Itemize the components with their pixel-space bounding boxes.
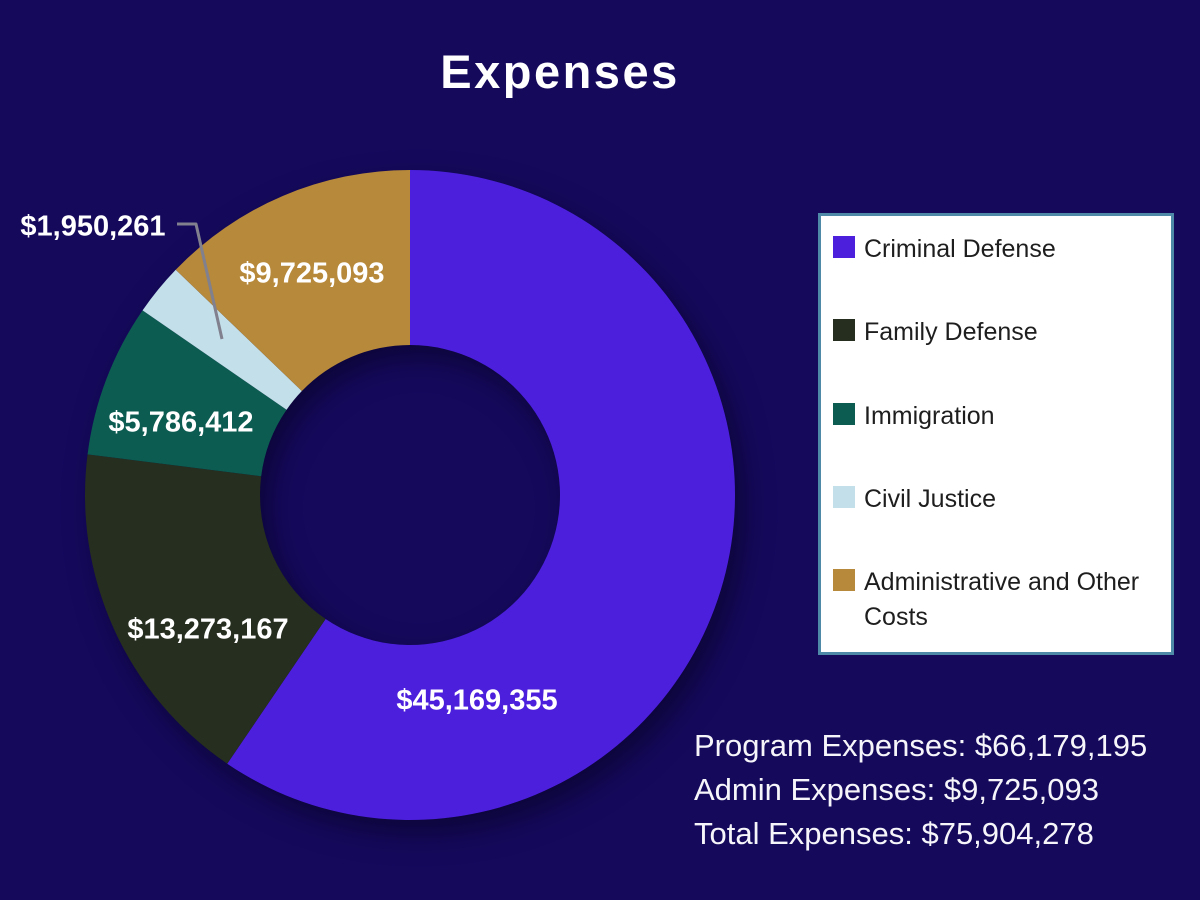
chart-title: Expenses	[440, 45, 680, 98]
legend-label-administrative: Administrative and Other Costs	[864, 568, 1140, 631]
legend-label-civil-justice: Civil Justice	[864, 484, 996, 513]
legend-swatch-immigration	[833, 403, 855, 425]
legend-swatch-administrative	[833, 569, 855, 591]
legend	[818, 213, 1174, 655]
legend-item-administrative	[833, 565, 1161, 634]
slice-label-criminal-defense: $45,169,355	[396, 684, 558, 717]
donut-slices	[85, 170, 735, 820]
slice-label-family-defense: $13,273,167	[127, 613, 289, 646]
slice-label-administrative: $9,725,093	[239, 257, 385, 290]
legend-swatch-criminal-defense	[833, 236, 855, 258]
legend-label-criminal-defense: Criminal Defense	[864, 235, 1056, 263]
summary-program-expenses: Program Expenses: $66,179,195	[694, 728, 1148, 763]
summary-admin-expenses: Admin Expenses: $9,725,093	[694, 772, 1099, 807]
legend-swatch-civil-justice	[833, 486, 855, 508]
legend-item-family-defense	[833, 315, 1161, 350]
legend-item-immigration	[833, 399, 1161, 434]
legend-item-criminal-defense	[833, 232, 1161, 267]
legend-label-immigration: Immigration	[864, 401, 995, 430]
legend-item-civil-justice	[833, 482, 1161, 517]
summary-total-expenses: Total Expenses: $75,904,278	[694, 816, 1094, 851]
slice-label-immigration: $5,786,412	[108, 406, 254, 439]
slice-label-civil-justice: $1,950,261	[20, 210, 166, 243]
legend-swatch-family-defense	[833, 319, 855, 341]
legend-label-family-defense: Family Defense	[864, 318, 1038, 347]
summary-block	[694, 724, 1147, 856]
